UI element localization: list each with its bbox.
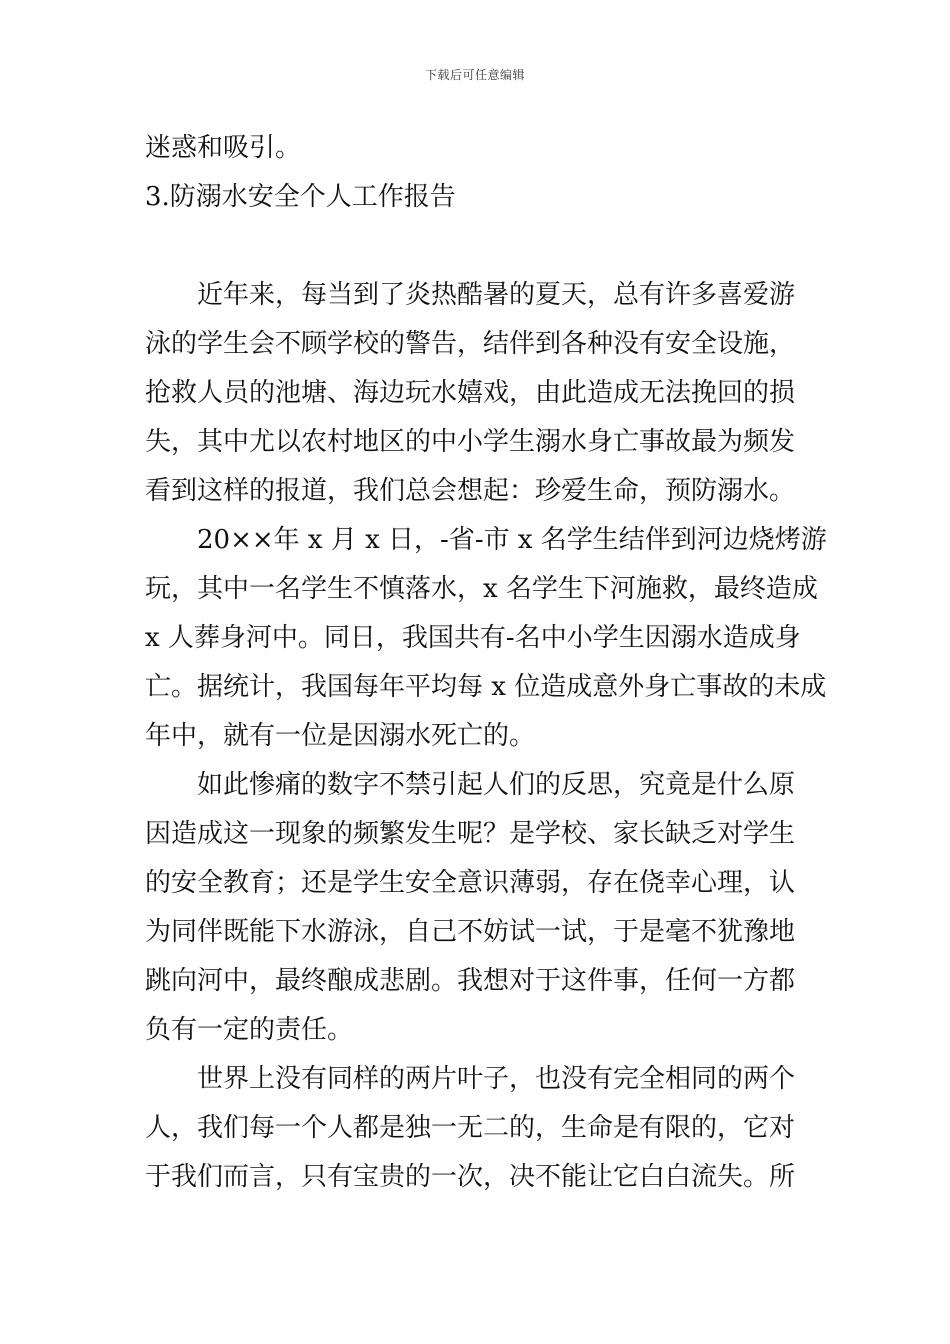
paragraph-line: 亡。据统计，我国每年平均每 x 位造成意外身亡事故的未成	[145, 672, 827, 702]
section-title: 3.防溺水安全个人工作报告	[145, 182, 456, 212]
paragraph-line: 人，我们每一个人都是独一无二的，生命是有限的，它对	[145, 1113, 796, 1143]
paragraph-line: 失，其中尤以农村地区的中小学生溺水身亡事故最为频发	[145, 427, 796, 457]
paragraph-line: 如此惨痛的数字不禁引起人们的反思，究竟是什么原	[197, 770, 796, 800]
header-note: 下载后可任意编辑	[424, 68, 525, 82]
paragraph-line: 泳的学生会不顾学校的警告，结伴到各种没有安全设施，	[145, 329, 796, 359]
paragraph-line: 近年来，每当到了炎热酷暑的夏天，总有许多喜爱游	[197, 280, 796, 310]
paragraph-line: 于我们而言，只有宝贵的一次，决不能让它白白流失。所	[145, 1162, 796, 1192]
paragraph-line: 看到这样的报道，我们总会想起：珍爱生命，预防溺水。	[145, 476, 796, 506]
paragraph-line: 玩，其中一名学生不慎落水，x 名学生下河施救，最终造成	[145, 574, 818, 604]
paragraph-line: x 人葬身河中。同日，我国共有-名中小学生因溺水造成身	[145, 623, 801, 653]
paragraph-line: 世界上没有同样的两片叶子，也没有完全相同的两个	[197, 1064, 796, 1094]
paragraph-3	[145, 761, 810, 1055]
paragraph-line: 20××年 x 月 x 日，-省-市 x 名学生结伴到河边烧烤游	[197, 525, 827, 555]
carry-over-line: 迷惑和吸引。	[145, 133, 302, 163]
paragraph-line: 的安全教育；还是学生安全意识薄弱，存在侥幸心理，认	[145, 868, 796, 898]
paragraph-line: 跳向河中，最终酿成悲剧。我想对于这件事，任何一方都	[145, 966, 796, 996]
document-body	[145, 124, 827, 1202]
paragraph-4	[145, 1055, 810, 1202]
paragraph-line: 为同伴既能下水游泳，自己不妨试一试，于是毫不犹豫地	[145, 917, 796, 947]
paragraph-1	[145, 271, 810, 516]
paragraph-line: 因造成这一现象的频繁发生呢？是学校、家长缺乏对学生	[145, 819, 796, 849]
paragraph-line: 抢救人员的池塘、海边玩水嬉戏，由此造成无法挽回的损	[145, 378, 796, 408]
paragraph-line: 负有一定的责任。	[145, 1015, 354, 1045]
paragraph-line: 年中，就有一位是因溺水死亡的。	[145, 721, 536, 751]
blank-line	[145, 222, 810, 271]
paragraph-2	[145, 516, 827, 761]
